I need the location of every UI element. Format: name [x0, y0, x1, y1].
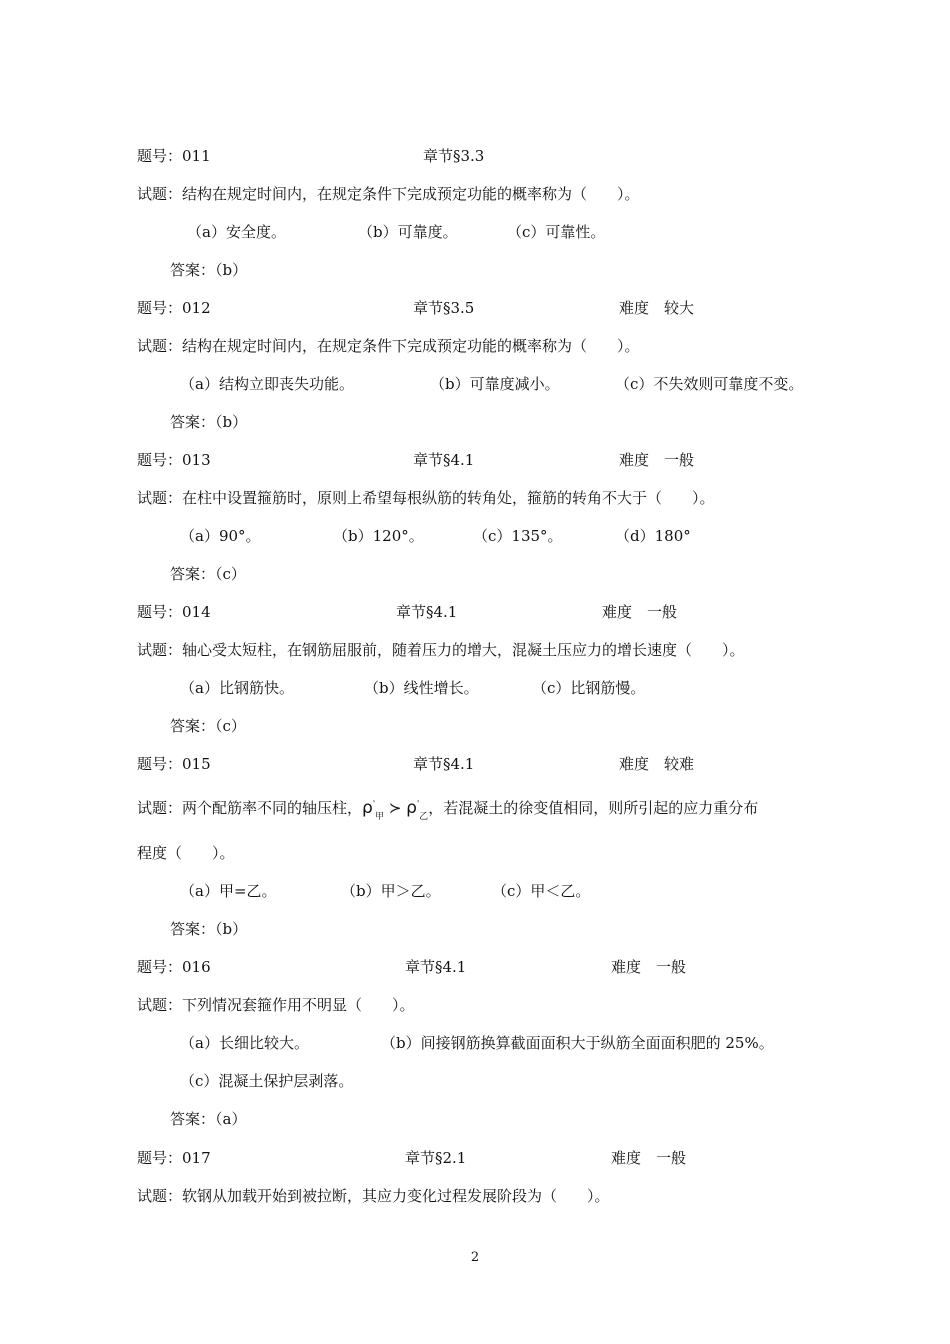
option-a: （a）甲=乙。	[180, 882, 277, 900]
option-c: （c）比钢筋慢。	[532, 679, 646, 697]
answer: 答案：（b）	[170, 413, 248, 431]
option-b: （b）120°。	[333, 527, 424, 545]
difficulty-label: 难度 一般	[602, 603, 678, 621]
chapter-label: 章节§3.3	[423, 147, 485, 165]
question-text-end: ，若混凝土的徐变值相同，则所引起的应力重分布	[428, 799, 759, 817]
answer: 答案：（c）	[170, 717, 246, 735]
option-a: （a）安全度。	[187, 223, 286, 241]
question-text: 试题：软钢从加载开始到被拉断，其应力变化过程发展阶段为（ ）。	[137, 1187, 610, 1205]
question-number: 题号：015	[137, 755, 211, 773]
prime-jia: '	[372, 799, 376, 808]
question-number: 题号：013	[137, 451, 211, 469]
option-a: （a）比钢筋快。	[180, 679, 294, 697]
question-number: 题号：017	[137, 1149, 211, 1167]
option-b: （b）线性增长。	[364, 679, 479, 697]
chapter-label: 章节§4.1	[413, 755, 475, 773]
option-c: （c）可靠性。	[507, 223, 606, 241]
option-a: （a）90°。	[180, 527, 261, 545]
answer: 答案：（b）	[170, 261, 248, 279]
chapter-label: 章节§4.1	[405, 958, 467, 976]
question-number: 题号：014	[137, 603, 211, 621]
option-a: （a）长细比较大。	[180, 1034, 309, 1052]
question-text: 试题：下列情况套箍作用不明显（ ）。	[137, 996, 415, 1014]
option-b: （b）间接钢筋换算截面面积大于纵筋全面面积肥的 25%。	[381, 1034, 774, 1052]
chapter-label: 章节§3.5	[413, 299, 475, 317]
greater-than-symbol: ≻	[388, 799, 402, 817]
difficulty-label: 难度 一般	[611, 958, 687, 976]
option-c: （c）不失效则可靠度不变。	[615, 375, 804, 393]
answer: 答案：（c）	[170, 565, 246, 583]
answer: 答案：（a）	[170, 1110, 247, 1128]
subscript-yi: 乙	[419, 812, 429, 822]
chapter-label: 章节§4.1	[413, 451, 475, 469]
difficulty-label: 难度 一般	[619, 451, 695, 469]
question-text-start: 试题：两个配筋率不同的轴压柱，	[137, 799, 363, 817]
subscript-jia: 甲	[375, 812, 385, 822]
option-d: （d）180°	[615, 527, 691, 545]
question-number: 题号：011	[137, 147, 211, 165]
rho-yi: ρ	[406, 798, 417, 818]
chapter-label: 章节§4.1	[396, 603, 458, 621]
prime-yi: '	[416, 799, 420, 808]
question-text: 试题：结构在规定时间内，在规定条件下完成预定功能的概率称为（ ）。	[137, 185, 640, 203]
option-b: （b）可靠度减小。	[430, 375, 560, 393]
rho-jia: ρ	[362, 798, 373, 818]
question-text-line2: 程度（ ）。	[137, 844, 235, 862]
option-c: （c）135°。	[473, 527, 563, 545]
question-number: 题号：012	[137, 299, 211, 317]
option-a: （a）结构立即丧失功能。	[180, 375, 354, 393]
question-text: 试题：轴心受太短柱，在钢筋屈服前，随着压力的增大，混凝土压应力的增长速度（ ）。	[137, 641, 745, 659]
option-b: （b）甲＞乙。	[341, 882, 441, 900]
question-text: 试题：结构在规定时间内，在规定条件下完成预定功能的概率称为（ ）。	[137, 337, 640, 355]
difficulty-label: 难度 一般	[611, 1149, 687, 1167]
option-c: （c）甲＜乙。	[492, 882, 591, 900]
difficulty-label: 难度 较大	[619, 299, 695, 317]
difficulty-label: 难度 较难	[619, 755, 695, 773]
option-c: （c）混凝土保护层剥落。	[180, 1072, 354, 1090]
question-text: 试题：在柱中设置箍筋时，原则上希望每根纵筋的转角处，箍筋的转角不大于（ ）。	[137, 489, 715, 507]
answer: 答案：（b）	[170, 920, 248, 938]
chapter-label: 章节§2.1	[405, 1149, 467, 1167]
option-b: （b）可靠度。	[358, 223, 458, 241]
question-text	[137, 798, 758, 821]
question-number: 题号：016	[137, 958, 211, 976]
page-number: 2	[470, 1250, 480, 1265]
